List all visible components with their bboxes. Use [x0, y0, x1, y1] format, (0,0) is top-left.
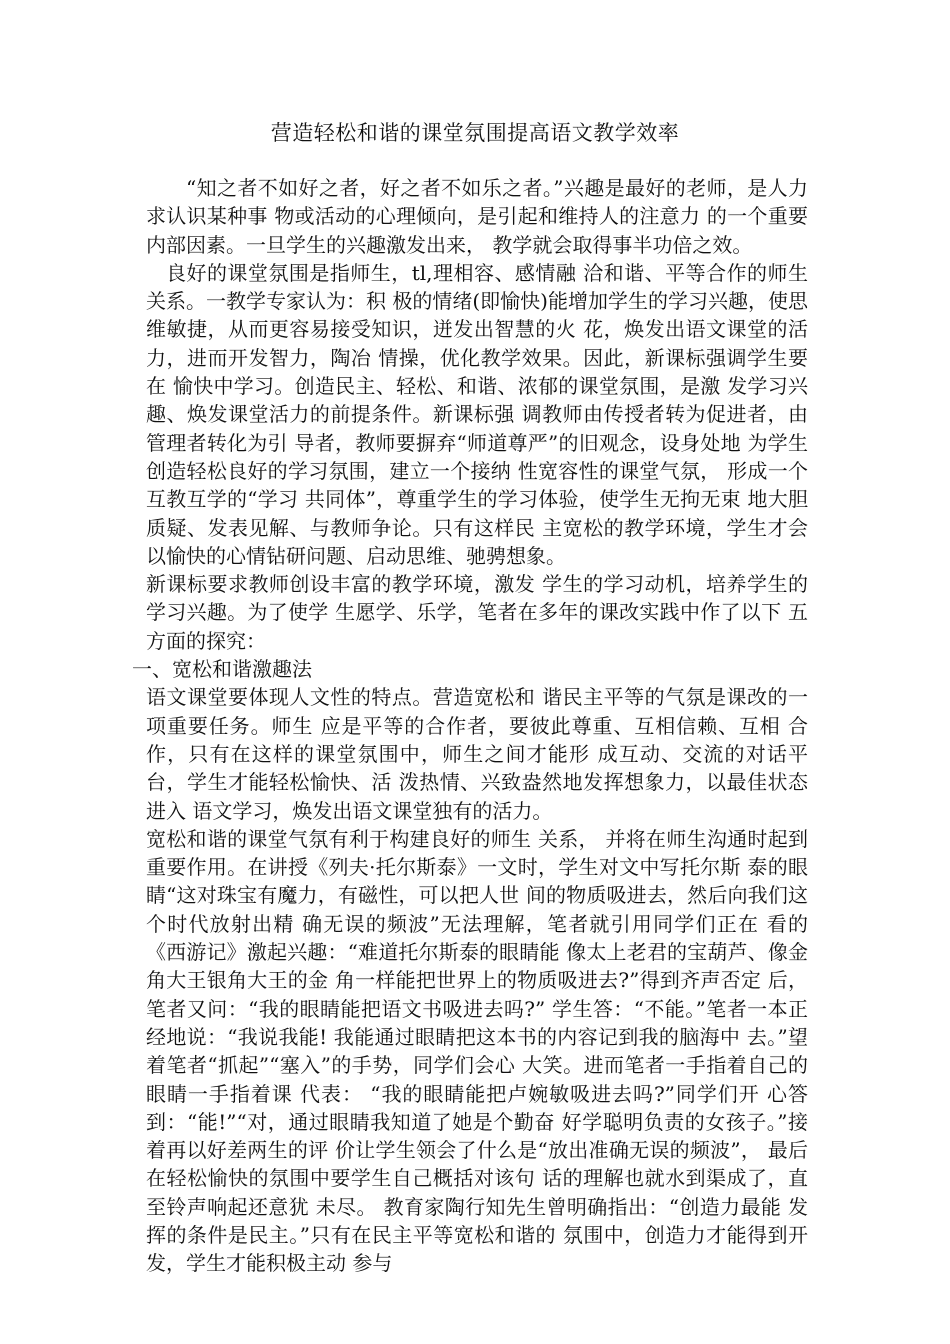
paragraph-humanistic: 语文课堂要体现人文性的特点。营造宽松和 谐民主平等的气氛是课改的一项重要任务。师生 应是平等的合作者，要彼此尊重、互相信赖、互相 合作，只有在这样的课堂氛围中，师生之间才能形 成互动、交流的对话平台，学生才能轻松愉快、活 泼热情、兴致盎然地发挥想象力，以最佳状态进入 语文学习，焕发出语文课堂独有的活力。 — [146, 685, 808, 823]
paragraph-classroom-atmosphere: 良好的课堂氛围是指师生，tl,理相容、感情融 洽和谐、平等合作的师生关系。一教学专家认为：积 极的情绪(即愉快)能增加学生的学习兴趣，使思 维敏捷，从而更容易接受知识，迸发出智慧的火 花，焕发出语文课堂的活力，进而开发智力，陶冶 情操，优化教学效果。因此，新课标强调学生要在 愉快中学习。创造民主、轻松、和谐、浓郁的课堂氛围，是激 发学习兴趣、焕发课堂活力的前提条件。新课标强 调教师由传授者转为促进者，由管理者转化为引 导者，教师要摒弃“师道尊严”的旧观念，设身处地 为学生创造轻松良好的学习氛围，建立一个接纳 性宽容性的课堂气氛， 形成一个互教互学的“学习 共同体”，尊重学生的学习体验，使学生无拘无束 地大胆质疑、发表见解、与教师争论。只有这样民 主宽松的教学环境，学生才会以愉快的心情钻研问题、启动思维、驰骋想象。 — [146, 260, 808, 568]
document-body — [132, 174, 808, 1278]
paragraph-new-curriculum: 新课标要求教师创设丰富的教学环境，激发 学生的学习动机，培养学生的学习兴趣。为了使学 生愿学、乐学，笔者在多年的课改实践中作了以下 五方面的探究： — [146, 572, 808, 653]
document-title: 营造轻松和谐的课堂氛围提高语文教学效率 — [270, 121, 680, 145]
paragraph-intro: “知之者不如好之者，好之者不如乐之者。”兴趣是最好的老师，是人力求认识某种事 物或活动的心理倾向，是引起和维持人的注意力 的一个重要内部因素。一旦学生的兴趣激发出来， 教学就会取得事半功倍之效。 — [146, 176, 808, 257]
paragraph-tolstoy-example: 宽松和谐的课堂气氛有利于构建良好的师生 关系， 并将在师生沟通时起到重要作用。在讲授《列夫·托尔斯泰》一文时，学生对文中写托尔斯 泰的眼睛“这对珠宝有魔力，有磁性，可以把人世 间的物质吸进去，然后向我们这个时代放射出精 确无误的频波”无法理解，笔者就引用同学们正在 看的《西游记》激起兴趣：“难道托尔斯泰的眼睛能 像太上老君的宝葫芦、像金角大王银角大王的金 角一样能把世界上的物质吸进去?”得到齐声否定 后，笔者又问：“我的眼睛能把语文书吸进去吗?” 学生答：“不能。”笔者一本正经地说：“我说我能! 我能通过眼睛把这本书的内容记到我的脑海中 去。”望着笔者“抓起”“塞入”的手势，同学们会心 大笑。进而笔者一手指着自己的眼睛一手指着课 代表： “我的眼睛能把卢婉敏吸进去吗?”同学们开 心答到：“能!”“对，通过眼睛我知道了她是个勤奋 好学聪明负责的女孩子。”接着再以好差两生的评 价让学生领会了什么是“放出准确无误的频波”， 最后在轻松愉快的氛围中要学生自己概括对该句 话的理解也就水到渠成了，直至铃声响起还意犹 未尽。 教育家陶行知先生曾明确指出：“创造力最能 发挥的条件是民主。”只有在民主平等宽松和谐的 氛围中，创造力才能得到开发，学生才能积极主动 参与 — [146, 826, 808, 1276]
section-heading-1: 一、宽松和谐激趣法 — [132, 657, 312, 682]
